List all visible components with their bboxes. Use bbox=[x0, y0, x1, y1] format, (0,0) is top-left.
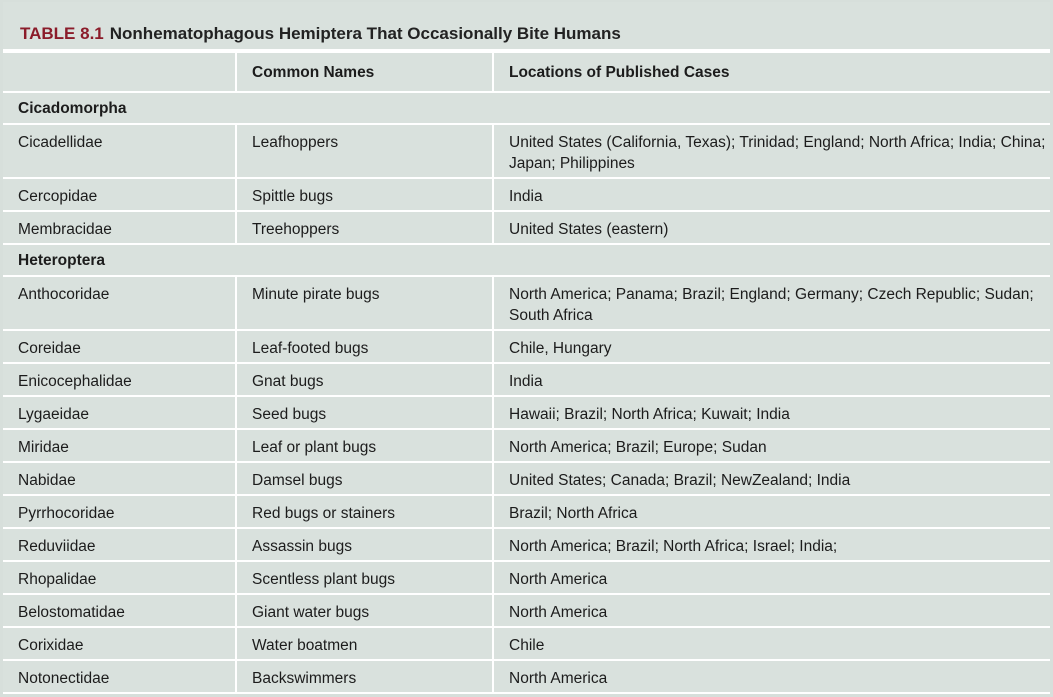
common-name-cell: Backswimmers bbox=[236, 660, 493, 693]
locations-cell: United States (eastern) bbox=[493, 211, 1050, 244]
locations-cell: United States; Canada; Brazil; NewZealand; India bbox=[493, 462, 1050, 495]
table-row bbox=[3, 276, 1050, 330]
family-cell: Nabidae bbox=[3, 462, 236, 495]
table-row bbox=[3, 495, 1050, 528]
table-caption bbox=[3, 2, 1050, 51]
common-name-cell: Minute pirate bugs bbox=[236, 276, 493, 330]
table-row bbox=[3, 429, 1050, 462]
table-row bbox=[3, 660, 1050, 693]
table-row bbox=[3, 462, 1050, 495]
table-row bbox=[3, 627, 1050, 660]
locations-cell: Hawaii; Brazil; North Africa; Kuwait; India bbox=[493, 396, 1050, 429]
family-cell: Coreidae bbox=[3, 330, 236, 363]
family-cell: Anthocoridae bbox=[3, 276, 236, 330]
table-row bbox=[3, 528, 1050, 561]
family-cell: Pyrrhocoridae bbox=[3, 495, 236, 528]
table-label: TABLE 8.1 bbox=[20, 24, 104, 43]
locations-cell: North America bbox=[493, 561, 1050, 594]
family-cell: Membracidae bbox=[3, 211, 236, 244]
common-name-cell: Treehoppers bbox=[236, 211, 493, 244]
common-name-cell: Leaf or plant bugs bbox=[236, 429, 493, 462]
family-cell: Reduviidae bbox=[3, 528, 236, 561]
common-name-cell: Giant water bugs bbox=[236, 594, 493, 627]
common-name-cell: Spittle bugs bbox=[236, 178, 493, 211]
common-name-cell: Leafhoppers bbox=[236, 124, 493, 178]
group-row bbox=[3, 244, 1050, 276]
common-name-cell: Seed bugs bbox=[236, 396, 493, 429]
locations-cell: North America bbox=[493, 660, 1050, 693]
family-cell: Cercopidae bbox=[3, 178, 236, 211]
locations-cell: Chile bbox=[493, 627, 1050, 660]
common-name-cell: Assassin bugs bbox=[236, 528, 493, 561]
locations-cell: United States (California, Texas); Trinidad; England; North Africa; India; China; Japan; Philippines bbox=[493, 124, 1050, 178]
table-row bbox=[3, 330, 1050, 363]
family-cell: Lygaeidae bbox=[3, 396, 236, 429]
table-row bbox=[3, 178, 1050, 211]
header-family bbox=[3, 52, 236, 92]
table-row bbox=[3, 211, 1050, 244]
locations-cell: Brazil; North Africa bbox=[493, 495, 1050, 528]
hemiptera-table bbox=[3, 51, 1050, 694]
family-cell: Enicocephalidae bbox=[3, 363, 236, 396]
family-cell: Cicadellidae bbox=[3, 124, 236, 178]
table-title: Nonhematophagous Hemiptera That Occasionally Bite Humans bbox=[109, 24, 621, 43]
locations-cell: India bbox=[493, 363, 1050, 396]
common-name-cell: Leaf-footed bugs bbox=[236, 330, 493, 363]
locations-cell: Chile, Hungary bbox=[493, 330, 1050, 363]
locations-cell: North America; Panama; Brazil; England; Germany; Czech Republic; Sudan; South Africa bbox=[493, 276, 1050, 330]
table-row bbox=[3, 124, 1050, 178]
table-row bbox=[3, 363, 1050, 396]
common-name-cell: Red bugs or stainers bbox=[236, 495, 493, 528]
table-container bbox=[3, 2, 1050, 692]
group-name: Heteroptera bbox=[3, 244, 1050, 276]
common-name-cell: Damsel bugs bbox=[236, 462, 493, 495]
table-row bbox=[3, 594, 1050, 627]
family-cell: Rhopalidae bbox=[3, 561, 236, 594]
locations-cell: North America bbox=[493, 594, 1050, 627]
header-locations: Locations of Published Cases bbox=[493, 52, 1050, 92]
family-cell: Miridae bbox=[3, 429, 236, 462]
family-cell: Belostomatidae bbox=[3, 594, 236, 627]
family-cell: Corixidae bbox=[3, 627, 236, 660]
locations-cell: North America; Brazil; North Africa; Israel; India; bbox=[493, 528, 1050, 561]
common-name-cell: Water boatmen bbox=[236, 627, 493, 660]
locations-cell: North America; Brazil; Europe; Sudan bbox=[493, 429, 1050, 462]
family-cell: Notonectidae bbox=[3, 660, 236, 693]
common-name-cell: Gnat bugs bbox=[236, 363, 493, 396]
table-body bbox=[3, 92, 1050, 693]
common-name-cell: Scentless plant bugs bbox=[236, 561, 493, 594]
locations-cell: India bbox=[493, 178, 1050, 211]
header-row bbox=[3, 52, 1050, 92]
table-row bbox=[3, 561, 1050, 594]
table-row bbox=[3, 396, 1050, 429]
group-row bbox=[3, 92, 1050, 124]
header-common-names: Common Names bbox=[236, 52, 493, 92]
group-name: Cicadomorpha bbox=[3, 92, 1050, 124]
